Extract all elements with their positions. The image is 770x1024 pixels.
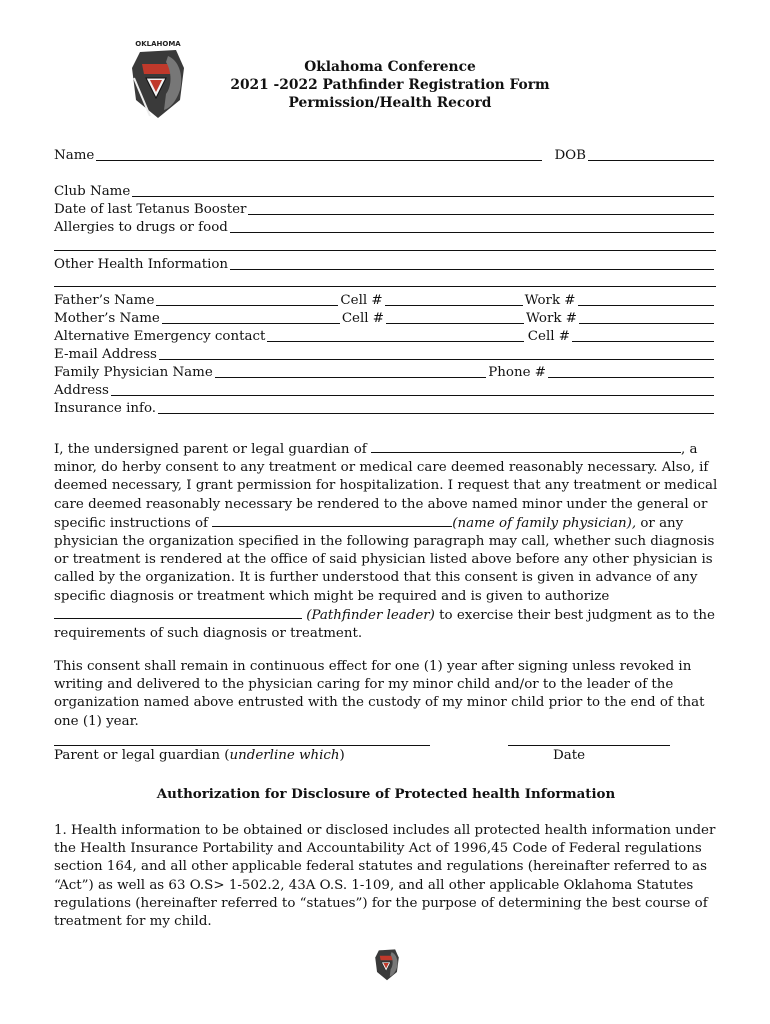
address-field[interactable] [111, 383, 714, 396]
mother-work-label: Work # [526, 311, 577, 326]
allergies-label: Allergies to drugs or food [54, 220, 228, 235]
consent-paragraph [54, 440, 718, 643]
father-cell-field[interactable] [385, 293, 523, 306]
date-signature-line[interactable] [508, 745, 670, 746]
dob-label: DOB [554, 148, 586, 163]
tetanus-field[interactable] [248, 202, 714, 215]
alt-contact-row [54, 327, 716, 345]
club-field[interactable] [132, 184, 714, 197]
header-form-title: 2021 -2022 Pathfinder Registration Form [230, 77, 550, 93]
name-label: Name [54, 148, 95, 163]
mother-cell-field[interactable] [386, 311, 524, 324]
consent-text-b: , a minor, do herby consent to any treatment or medical care deemed reasonably necessary. Also, if deemed necessary, I grant permission for hospitalization. I request that any treatment or medical care deemed reasonably necessary be rendered to the above named minor under the general or specific instructions of [54, 442, 718, 531]
allergies-row [54, 218, 716, 236]
email-row [54, 345, 716, 363]
insurance-label: Insurance info. [54, 401, 157, 416]
address-label: Address [54, 383, 109, 398]
father-cell-label: Cell # [340, 293, 383, 308]
tetanus-label: Date of last Tetanus Booster [54, 202, 247, 217]
father-name-field[interactable] [156, 293, 338, 306]
insurance-field[interactable] [158, 401, 714, 414]
name-field[interactable] [96, 148, 542, 161]
phone-field[interactable] [548, 365, 714, 378]
father-label: Father’s Name [54, 293, 155, 308]
father-work-field[interactable] [578, 293, 714, 306]
physician-label: Family Physician Name [54, 365, 213, 380]
authorization-paragraph: 1. Health information to be obtained or disclosed includes all protected health information under the Health Insurance Portability and Accountability Act of 1996,45 Code of Federal regulations section 164, and all other applicable federal statutes and regulations (hereinafter referred to as “Act”) as well as 63 O.S> 1-502.2, 43A O.S. 1-109, and all other applicable Oklahoma Statutes regulations (hereinafter referred to “statues”) for the purpose of determining the best course of treatment for my child. [54, 823, 716, 930]
alt-cell-field[interactable] [572, 329, 714, 342]
physician-field[interactable] [215, 365, 486, 378]
authorization-title: Authorization for Disclosure of Protected health Information [156, 786, 616, 802]
minor-name-blank[interactable] [371, 440, 681, 453]
insurance-row [54, 399, 716, 417]
other-health-extra-line[interactable] [54, 286, 716, 287]
mother-name-field[interactable] [162, 311, 340, 324]
club-label: Club Name [54, 184, 131, 199]
phone-label: Phone # [488, 365, 546, 380]
header-subtitle: Permission/Health Record [288, 95, 492, 111]
mother-cell-label: Cell # [341, 311, 385, 326]
club-row [54, 182, 716, 200]
dob-field[interactable] [588, 148, 714, 161]
other-health-field[interactable] [230, 257, 714, 270]
mother-label: Mother’s Name [54, 311, 160, 326]
allergies-field[interactable] [230, 220, 714, 233]
other-health-label: Other Health Information [54, 257, 229, 272]
consent-duration-paragraph: This consent shall remain in continuous effect for one (1) year after signing unless revoked in writing and delivered to the physician caring for my minor child and/or to the leader of the organization named above entrusted with the custody of my minor child prior to the end of that one (1) year. [54, 659, 705, 729]
mother-work-field[interactable] [579, 311, 714, 324]
physician-row [54, 363, 716, 381]
father-work-label: Work # [524, 293, 576, 308]
consent-text-d: or any physician the organization specified in the following paragraph may call, whether such diagnosis or treatment is rendered at the office of said physician listed above before any other physician is called by the organization. It is further understood that this consent is given in advance of any specific diagnosis or treatment which might be required and is given to authorize [54, 515, 715, 604]
form-header [180, 58, 600, 112]
leader-blank[interactable] [54, 606, 302, 619]
consent-text-e: (Pathfinder leader) [306, 607, 435, 623]
parent-signature-label: Parent or legal guardian (underline which) [54, 748, 345, 763]
mother-row [54, 309, 716, 327]
other-health-row [54, 255, 716, 273]
alt-cell-label: Cell # [527, 329, 570, 344]
consent-text-f: to exercise their best judgment as to the requirements of such diagnosis or treatment. [54, 607, 715, 642]
consent-text-a: I, the undersigned parent or legal guardian of [54, 442, 367, 457]
parent-signature-line[interactable] [54, 745, 430, 746]
email-label: E-mail Address [54, 347, 157, 362]
tetanus-row [54, 200, 716, 218]
father-row [54, 291, 716, 309]
header-org: Oklahoma Conference [304, 59, 476, 75]
consent-text-c: (name of family physician), [452, 515, 637, 531]
allergies-extra-line[interactable] [54, 250, 716, 251]
alt-contact-field[interactable] [267, 329, 523, 342]
date-label: Date [553, 748, 586, 763]
alt-contact-label: Alternative Emergency contact [54, 329, 266, 344]
email-field[interactable] [159, 347, 714, 360]
address-row [54, 381, 716, 399]
name-row [54, 146, 716, 164]
footer-logo [370, 944, 404, 982]
physician-blank[interactable] [212, 514, 452, 527]
logo-text: OKLAHOMA [135, 40, 181, 48]
